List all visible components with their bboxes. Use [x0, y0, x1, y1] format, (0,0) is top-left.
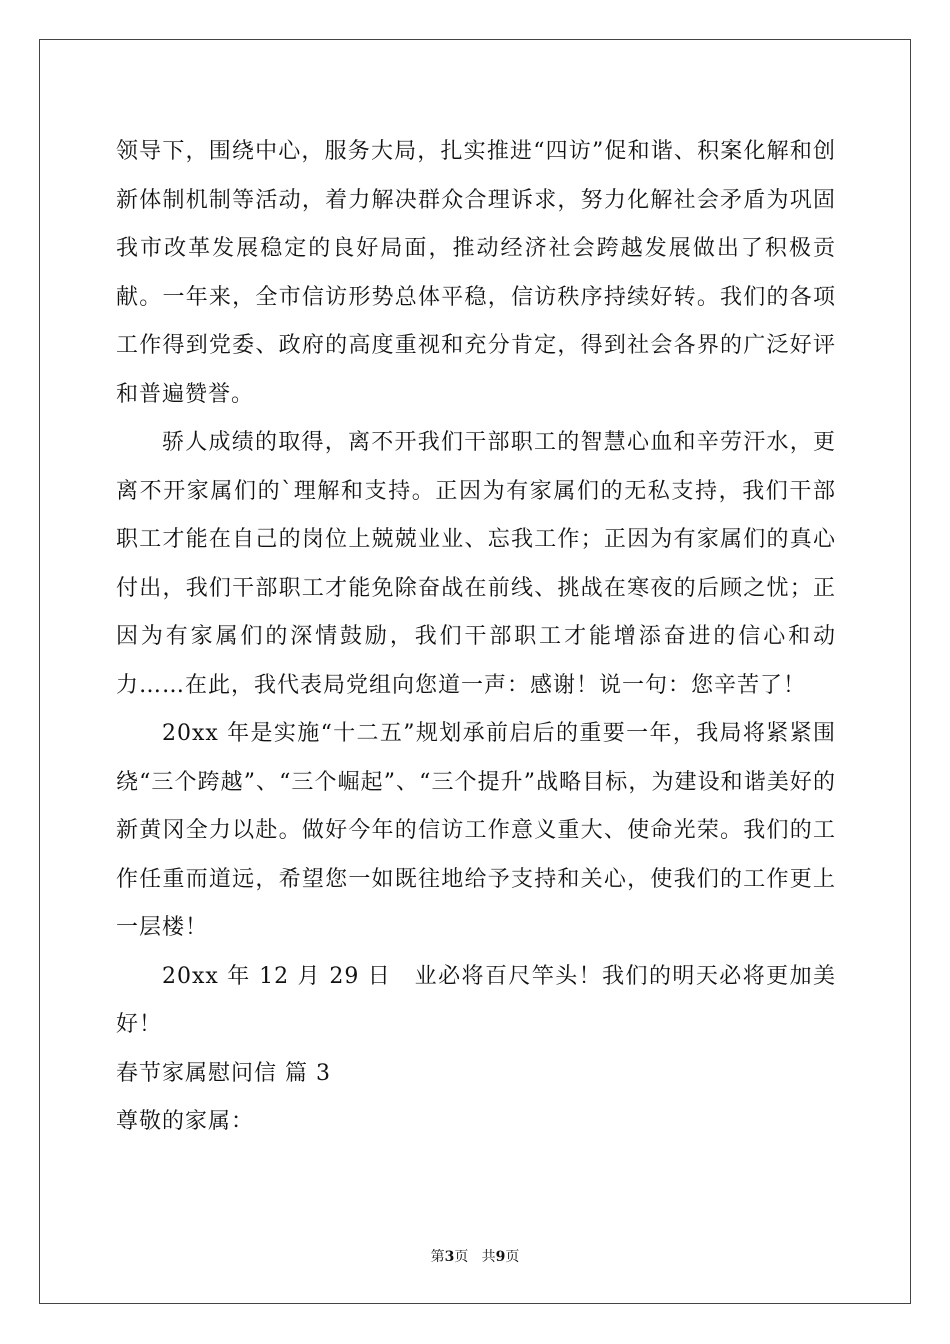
page-suffix: 页	[454, 1249, 469, 1265]
page-footer	[0, 1246, 950, 1266]
date-line: 20xx 年 12 月 29 日 业必将百尺竿头！我们的明天必将更加美好！	[116, 963, 836, 1037]
total-pages: 9	[495, 1249, 506, 1265]
paragraph-1: 领导下，围绕中心，服务大局，扎实推进“四访”促和谐、积案化解和创新体制机制等活动，着力解决群众合理诉求，努力化解社会矛盾为巩固我市改革发展稳定的良好局面，推动经济社会跨越发展做出了积极贡献。一年来，全市信访形势总体平稳，信访秩序持续好转。我们的各项工作得到党委、政府的高度重视和充分肯定，得到社会各界的广泛好评和普遍赞誉。	[116, 139, 836, 407]
paragraph-3: 20xx 年是实施“十二五”规划承前启后的重要一年，我局将紧紧围绕“三个跨越”、“三个崛起”、“三个提升”战略目标，为建设和谐美好的新黄冈全力以赴。做好今年的信访工作意义重大、使命光荣。我们的工作任重而道远，希望您一如既往地给予支持和关心，使我们的工作更上一层楼！	[116, 721, 836, 940]
total-suffix: 页	[505, 1249, 520, 1265]
section-title: 春节家属慰问信 篇 3	[116, 1060, 331, 1086]
paragraph-2: 骄人成绩的取得，离不开我们干部职工的智慧心血和辛劳汗水，更离不开家属们的`理解和支持。正因为有家属们的无私支持，我们干部职工才能在自己的岗位上兢兢业业、忘我工作；正因为有家属们的真心付出，我们干部职工才能免除奋战在前线、挑战在寒夜的后顾之忧；正因为有家属们的深情鼓励，我们干部职工才能增添奋进的信心和动力……在此，我代表局党组向您道一声：感谢！说一句：您辛苦了！	[116, 430, 836, 698]
page-prefix: 第	[430, 1249, 445, 1265]
document-body	[116, 128, 836, 1147]
page-number: 3	[444, 1249, 455, 1265]
total-prefix: 共	[481, 1249, 496, 1265]
salutation: 尊敬的家属：	[116, 1109, 255, 1134]
